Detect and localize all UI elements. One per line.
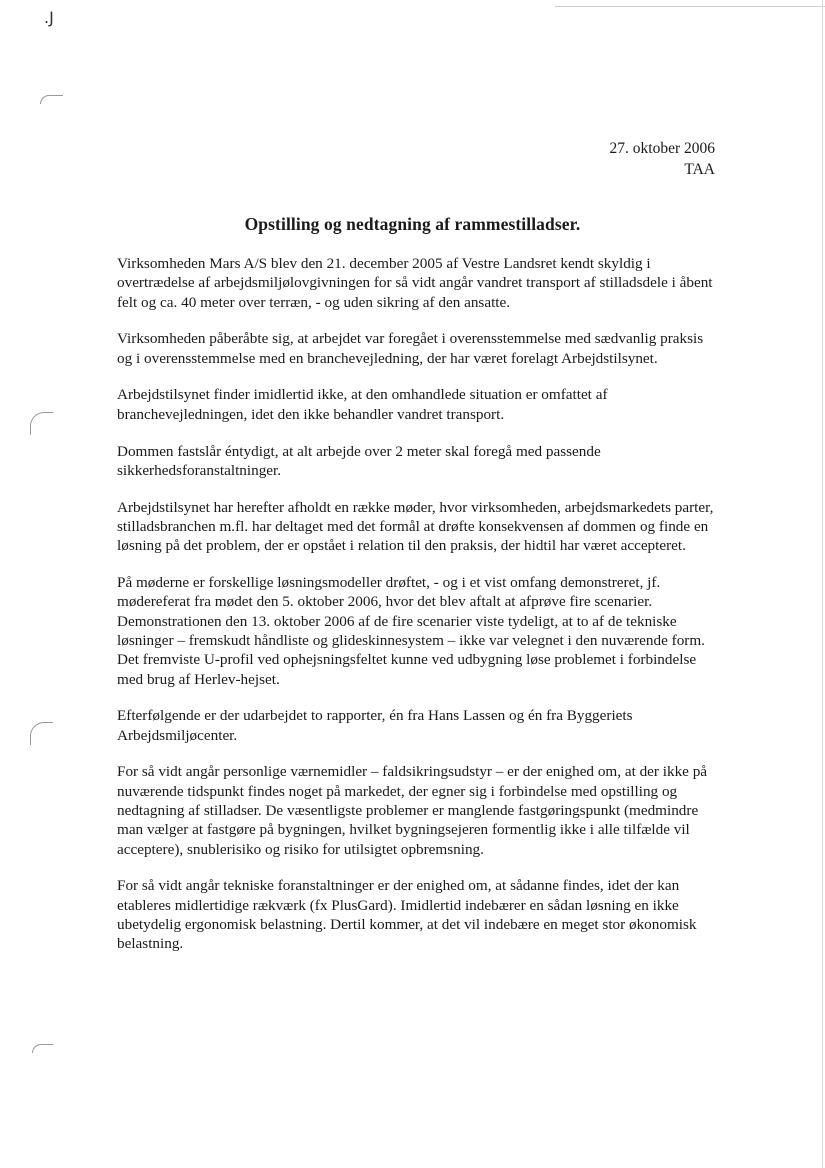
document-title: Opstilling og nedtagning af rammestilladser. xyxy=(244,214,581,234)
hole-punch-mark xyxy=(40,95,63,104)
paragraph: På møderne er forskellige løsningsmodeller drøftet, - og i et vist omfang demonstreret, jf. mødereferat fra mødet den 5. oktober 2006, hvor det blev aftalt at afprøve fire scenarier. Demonstrationen den 13. oktober 2006 af de fire scenarier viste tydeligt, at to af de tekniske løsninger – fremskudt håndliste og glideskinnesystem – ikke var velegnet i den nuværende form. Det fremviste U-profil ved ophejsningsfeltet kunne ved udbygning løse problemet i forbindelse med brug af Herlev-hejset. xyxy=(117,574,705,688)
hole-punch-mark xyxy=(32,1044,53,1053)
hole-punch-mark xyxy=(30,722,53,745)
paragraph: Efterfølgende er der udarbejdet to rapporter, én fra Hans Lassen og én fra Byggeriets Arbejdsmiljøcenter. xyxy=(117,707,633,744)
paragraph: Arbejdstilsynet har herefter afholdt en række møder, hvor virksomheden, arbejdsmarkedets parter, stilladsbranchen m.fl. har deltaget med det formål at drøfte konsekvensen af dommen og finde en løsning på det problem, der er opstået i relation til den praksis, der hidtil har været accepteret. xyxy=(117,498,714,555)
document-date: 27. oktober 2006 xyxy=(609,140,715,157)
hole-punch-mark xyxy=(30,412,53,435)
paragraph: Arbejdstilsynet finder imidlertid ikke, at den omhandlede situation er omfattet af branchevejledningen, idet den ikke behandler vandret transport. xyxy=(117,386,608,423)
author-initials: TAA xyxy=(684,161,715,178)
paragraph: For så vidt angår tekniske foranstaltninger er der enighed om, at sådanne findes, idet der kan etableres midlertidige rækværk (fx PlusGard). Imidlertid indebærer en sådan løsning en ikke ubetydelig ergonomisk belastning. Dertil kommer, at det vil indebære en meget stor økonomisk belastning. xyxy=(117,877,697,953)
scan-edge-top xyxy=(555,6,825,7)
scan-mark: .J xyxy=(44,8,54,27)
letter-header xyxy=(610,138,715,180)
document-body xyxy=(117,254,715,971)
paragraph: Virksomheden Mars A/S blev den 21. december 2005 af Vestre Landsret kendt skyldig i overtrædelse af arbejdsmiljølovgivningen for så vidt angår vandret transport af stilladsdele i åbent felt og ca. 40 meter over terræn, - og uden sikring af den ansatte. xyxy=(117,255,713,311)
paragraph: For så vidt angår personlige værnemidler – faldsikringsudstyr – er der enighed om, at der ikke på nuværende tidspunkt findes noget på markedet, der egner sig i forbindelse med opstilling og nedtagning af stilladser. De væsentligste problemer er manglende fastgøringspunkt (medmindre man vælger at fastgøre på bygningen, hvilket bygningsejeren formentlig ikke i alle tilfælde vil acceptere), snublerisiko og risiko for utilsigtet opbremsning. xyxy=(117,763,708,858)
scan-edge-right xyxy=(822,0,823,1168)
paragraph: Dommen fastslår éntydigt, at alt arbejde over 2 meter skal foregå med passende sikkerhedsforanstaltninger. xyxy=(117,442,601,479)
paragraph: Virksomheden påberåbte sig, at arbejdet var foregået i overensstemmelse med sædvanlig praksis og i overensstemmelse med en branchevejledning, der har været forelagt Arbejdstilsynet. xyxy=(117,330,704,367)
